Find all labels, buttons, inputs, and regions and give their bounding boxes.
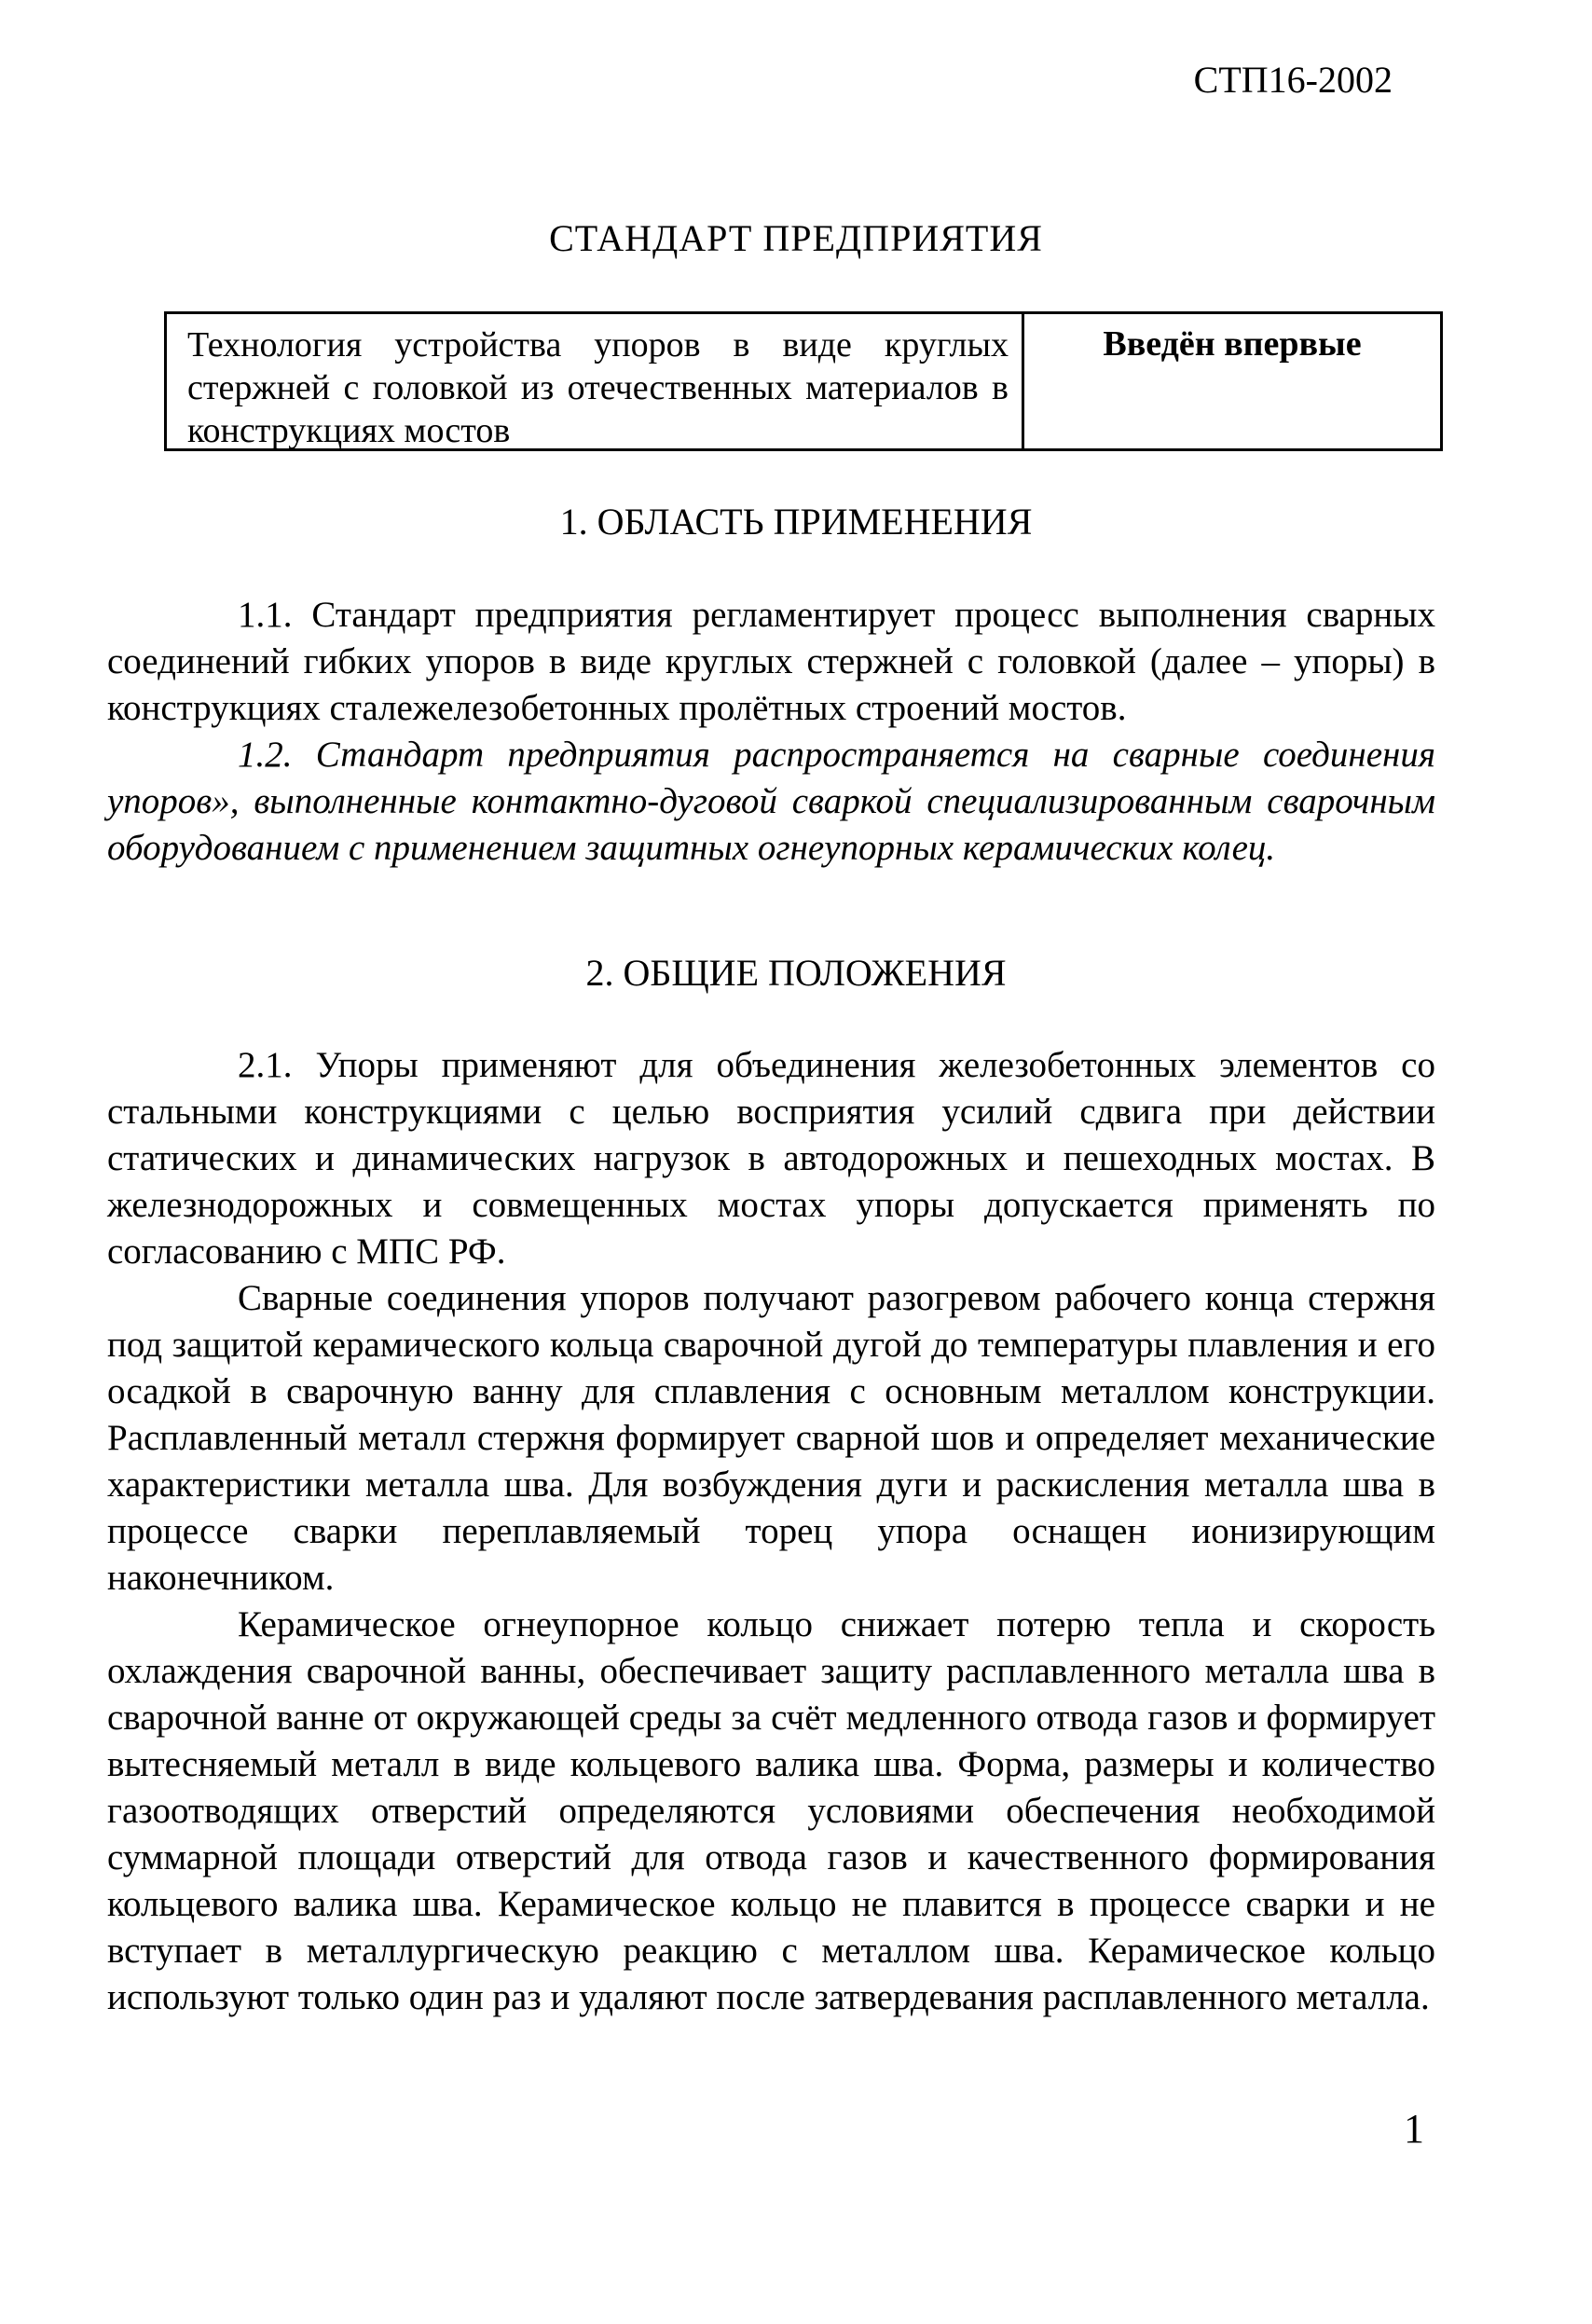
paragraph-2-1: 2.1. Упоры применяют для объединения железобетонных элементов со стальными конструкциями с целью восприятия усилий сдвига при действии статических и динамических нагрузок в автодорожных и пешеходных мостах. В железнодорожных и совмещенных мостах упоры допускается применять по согласованию с МПС РФ. xyxy=(107,1045,1435,1272)
paragraph-1-2: 1.2. Стандарт предприятия распространяется на сварные соединения упоров», выполненные контактно-дуговой сваркой специализированным сварочным оборудованием с применением защитных огнеупорных керамических колец. xyxy=(107,735,1435,868)
paragraph-2-2: Сварные соединения упоров получают разогревом рабочего конца стержня под защитой керамического кольца сварочной дугой до температуры плавления и его осадкой в сварочную ванну для сплавления с основным металлом конструкции. Расплавленный металл стержня формирует сварной шов и определяет механические характеристики металла шва. Для возбуждения дуги и раскисления металла шва в процессе сварки переплавляемый торец упора оснащен ионизирующим наконечником. xyxy=(107,1278,1435,1598)
paragraph-1-1: 1.1. Стандарт предприятия регламентирует процесс выполнения сварных соединений гибких упоров в виде круглых стержней с головкой (далее – упоры) в конструкциях сталежелезобетонных пролётных строений мостов. xyxy=(107,595,1435,728)
section-1-heading: 1. ОБЛАСТЬ ПРИМЕНЕНИЯ xyxy=(559,501,1033,543)
section-2-heading: 2. ОБЩИЕ ПОЛОЖЕНИЯ xyxy=(585,952,1007,994)
title-box xyxy=(164,311,1443,451)
standard-heading: СТАНДАРТ ПРЕДПРИЯТИЯ xyxy=(549,217,1043,259)
title-box-subject: Технология устройства упоров в виде круглых стержней с головкой из отечественных материалов в конструкциях мостов xyxy=(167,314,1024,448)
section-2-body xyxy=(107,1042,1435,2021)
page-number: 1 xyxy=(1404,2106,1424,2152)
document-code: СТП16-2002 xyxy=(1193,59,1393,101)
section-1-body xyxy=(107,592,1435,872)
paragraph-2-3: Керамическое огнеупорное кольцо снижает потерю тепла и скорость охлаждения сварочной ванны, обеспечивает защиту расплавленного металла шва в сварочной ванне от окружающей среды за счёт медленного отвода газов и формирует вытесняемый металл в виде кольцевого валика шва. Форма, размеры и количество газоотводящих отверстий определяются условиями обеспечения необходимой суммарной площади отверстий для отвода газов и качественного формирования кольцевого валика шва. Керамическое кольцо не плавится в процессе сварки и не вступает в металлургическую реакцию с металлом шва. Керамическое кольцо используют только один раз и удаляют после затвердевания расплавленного металла. xyxy=(107,1604,1435,2017)
title-box-status: Введён впервые xyxy=(1103,324,1362,364)
